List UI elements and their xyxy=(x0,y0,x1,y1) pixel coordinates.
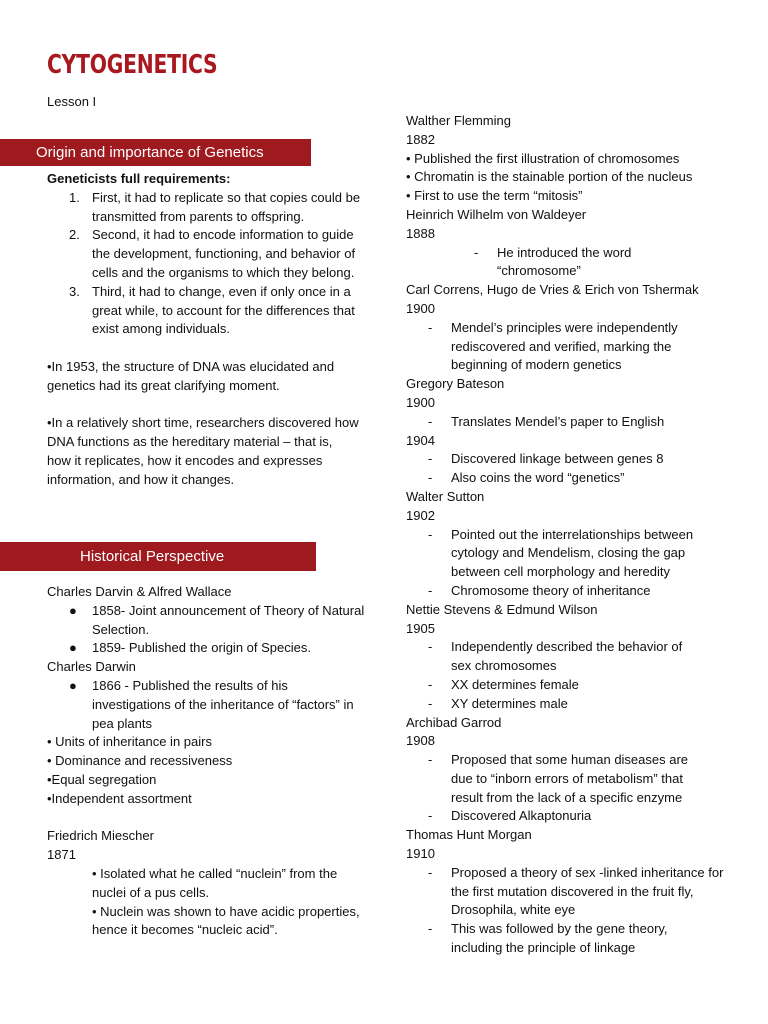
scientist-name: Walter Sutton xyxy=(406,488,485,504)
dash-marker: - xyxy=(428,676,433,692)
dash-marker: - xyxy=(428,639,433,655)
section-title: Origin and importance of Genetics xyxy=(36,144,264,161)
scientist-name: Charles Darwin xyxy=(47,659,136,675)
section-banner-historical xyxy=(0,542,316,571)
page-title: CYTOGENETICS xyxy=(47,50,218,80)
dash-marker: - xyxy=(428,864,433,880)
year: 1910 xyxy=(406,846,435,862)
scientist-name: Walther Flemming xyxy=(406,113,511,128)
list-item xyxy=(428,695,734,714)
list-text: 1866 - Published the results of his investigations of the inheritance of “factors” in pea plants xyxy=(92,677,354,731)
list-text: Mendel’s principles were independently rediscovered and verified, marking the beginning of modern genetics xyxy=(451,319,678,373)
bullet-marker: ● xyxy=(69,640,77,656)
year: 1888 xyxy=(406,225,435,241)
list-text: This was followed by the gene theory, including the principle of linkage xyxy=(451,921,668,956)
bullet-marker: ● xyxy=(69,602,77,618)
list-text: 1859- Published the origin of Species. xyxy=(92,640,311,656)
dash-marker: - xyxy=(428,808,433,824)
list-text: Pointed out the interrelationships between cytology and Mendelism, closing the gap between cell morphology and heredity xyxy=(451,526,694,580)
list-text: Independently described the behavior of sex chromosomes xyxy=(451,639,683,674)
list-text: Discovered linkage between genes 8 xyxy=(451,451,664,467)
point: • Dominance and recessiveness xyxy=(47,753,233,769)
dash-marker: - xyxy=(428,582,433,598)
dash-marker: - xyxy=(428,319,433,335)
scientist-name: Friedrich Miescher xyxy=(47,828,154,844)
list-item xyxy=(69,677,365,733)
list-text: Proposed a theory of sex -linked inheritance for the first mutation discovered in the fruit fly, Drosophila, white eye xyxy=(451,864,724,918)
list-item xyxy=(428,526,734,582)
section-title: Historical Perspective xyxy=(80,548,225,565)
year: 1905 xyxy=(406,620,435,636)
requirements-heading: Geneticists full requirements: xyxy=(47,171,231,186)
list-text: Second, it had to encode information to guide the development, functioning, and behavior of cells and the organisms to which they belong. xyxy=(92,227,356,280)
year: 1902 xyxy=(406,507,435,523)
point: • Units of inheritance in pairs xyxy=(47,734,212,750)
list-text: He introduced the word “chromosome” xyxy=(497,244,632,279)
list-item xyxy=(428,807,734,826)
scientist-name: Charles Darvin & Alfred Wallace xyxy=(47,584,232,599)
dash-marker: - xyxy=(428,921,433,937)
list-number: 2. xyxy=(69,227,80,243)
list-item xyxy=(428,582,734,601)
list-item xyxy=(428,676,734,695)
list-item xyxy=(428,638,734,676)
dash-marker: - xyxy=(428,695,433,711)
point: • Nuclein was shown to have acidic properties, hence it becomes “nucleic acid”. xyxy=(92,903,360,938)
list-item xyxy=(69,189,365,227)
year: 1904 xyxy=(406,432,435,448)
dash-marker: - xyxy=(428,451,433,467)
list-text: Proposed that some human diseases are due to “inborn errors of metabolism” that result from the lack of a specific enzyme xyxy=(451,752,689,805)
list-text: XY determines male xyxy=(451,695,568,711)
list-item xyxy=(428,469,734,488)
year: 1882 xyxy=(406,131,435,147)
dash-marker: - xyxy=(474,244,479,260)
historical-section xyxy=(47,583,365,940)
list-item xyxy=(428,864,734,920)
list-item xyxy=(428,319,734,375)
year: 1900 xyxy=(406,300,435,316)
year: 1908 xyxy=(406,733,435,749)
year: 1900 xyxy=(406,394,435,410)
list-item xyxy=(428,920,734,958)
list-text: Discovered Alkaptonuria xyxy=(451,808,592,824)
bullet-marker: ● xyxy=(69,677,77,693)
list-number: 1. xyxy=(69,189,80,205)
list-text: Chromosome theory of inheritance xyxy=(451,582,651,598)
list-text: Also coins the word “genetics” xyxy=(451,470,625,486)
list-text: Translates Mendel’s paper to English xyxy=(451,413,665,429)
scientist-name: Carl Correns, Hugo de Vries & Erich von Tshermak xyxy=(406,282,699,298)
scientist-name: Archibad Garrod xyxy=(406,714,502,730)
point: • Chromatin is the stainable portion of the nucleus xyxy=(406,169,693,185)
list-item xyxy=(428,450,734,469)
list-text: 1858- Joint announcement of Theory of Natural Selection. xyxy=(92,602,365,637)
list-item xyxy=(69,226,365,282)
dash-marker: - xyxy=(428,413,433,429)
scientist-name: Gregory Bateson xyxy=(406,376,505,392)
point: • Isolated what he called “nuclein” from the nuclei of a pus cells. xyxy=(92,865,338,900)
origin-section xyxy=(47,170,365,490)
paragraph: •In 1953, the structure of DNA was elucidated and genetics had its great clarifying moment. xyxy=(47,358,335,393)
list-item xyxy=(428,413,734,432)
point: •Equal segregation xyxy=(47,771,157,787)
point: •Independent assortment xyxy=(47,790,192,806)
dash-marker: - xyxy=(428,752,433,768)
list-text: Third, it had to change, even if only once in a great while, to account for the differences that exist among individuals. xyxy=(92,283,355,337)
point: • Published the first illustration of chromosomes xyxy=(406,150,680,166)
list-item xyxy=(69,283,365,339)
list-number: 3. xyxy=(69,283,80,299)
list-item xyxy=(474,244,734,282)
list-item xyxy=(428,751,734,807)
dash-marker: - xyxy=(428,526,433,542)
lesson-label: Lesson I xyxy=(47,94,97,109)
right-column xyxy=(406,112,734,958)
list-text: XX determines female xyxy=(451,676,579,692)
scientist-name: Nettie Stevens & Edmund Wilson xyxy=(406,601,598,617)
year: 1871 xyxy=(47,847,76,863)
paragraph: •In a relatively short time, researchers discovered how DNA functions as the hereditary material – that is, how it replicates, how it encodes and expresses information, and how it changes. xyxy=(47,415,359,487)
point: • First to use the term “mitosis” xyxy=(406,188,583,204)
list-item xyxy=(69,639,365,658)
scientist-name: Heinrich Wilhelm von Waldeyer xyxy=(406,206,587,222)
scientist-name: Thomas Hunt Morgan xyxy=(406,827,532,843)
list-item xyxy=(69,602,365,640)
section-banner-origin xyxy=(0,139,311,166)
list-text: First, it had to replicate so that copies could be transmitted from parents to offspring. xyxy=(92,189,361,224)
dash-marker: - xyxy=(428,470,433,486)
